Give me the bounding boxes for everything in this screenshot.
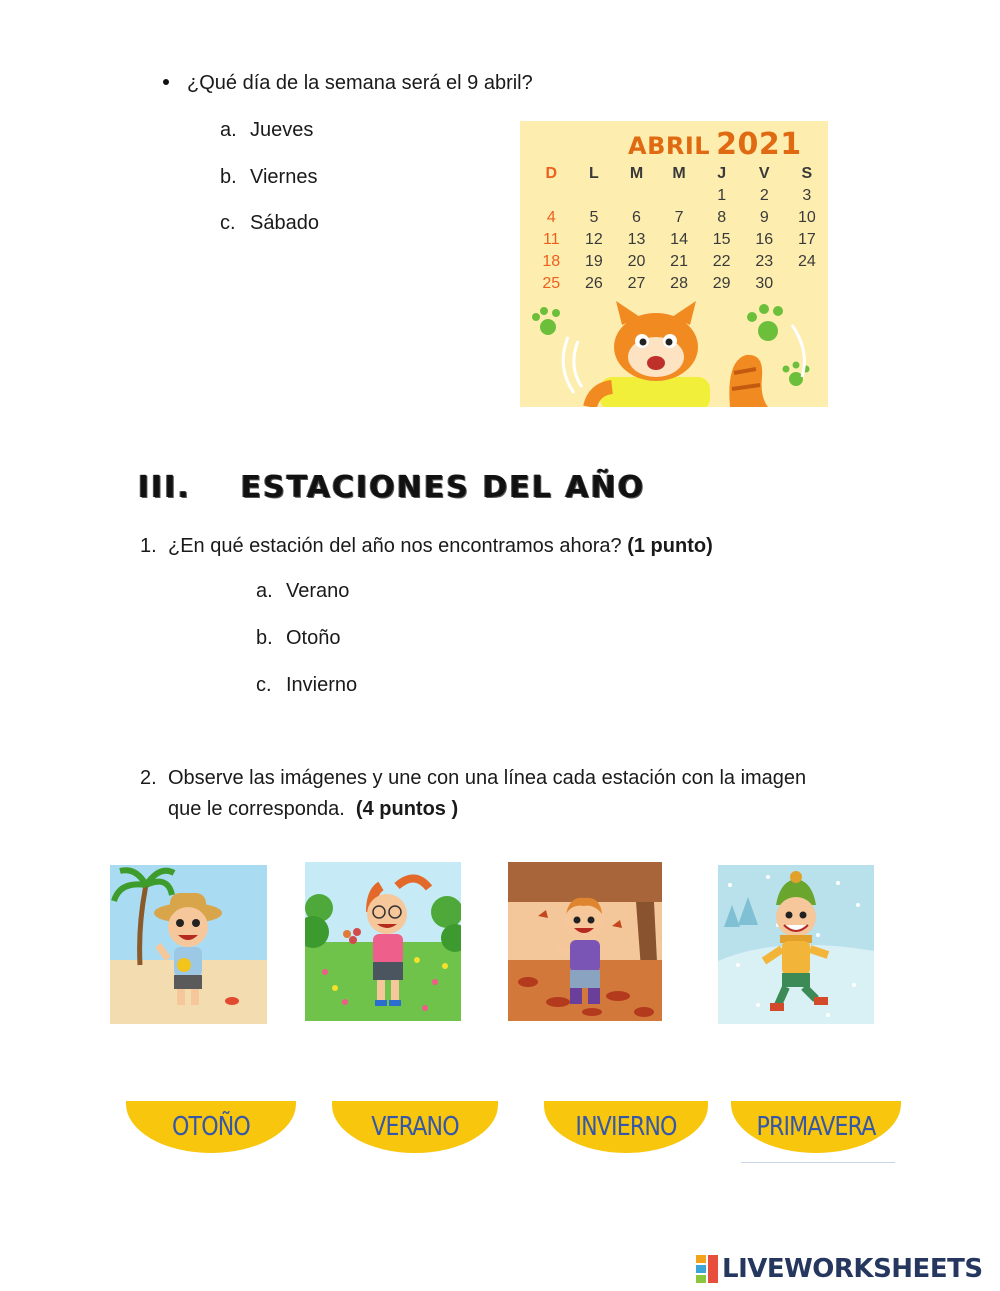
calendar-day: 3 — [802, 187, 812, 204]
cat-illustration — [520, 297, 828, 407]
option-text: Verano — [286, 580, 350, 602]
divider — [741, 1162, 895, 1163]
spring-picture[interactable] — [305, 862, 461, 1021]
calendar-day: 28 — [670, 275, 688, 292]
option-text: Otoño — [286, 627, 341, 649]
summer-picture[interactable] — [110, 865, 267, 1024]
question-text: que le corresponda. — [168, 798, 345, 820]
weekday: M — [672, 165, 686, 182]
question-text: Observe las imágenes y une con una línea cada estación con la imagen — [168, 767, 807, 789]
calendar-month: ABRIL — [628, 132, 711, 160]
calendar-day — [573, 187, 616, 209]
weekday: J — [717, 165, 727, 182]
calendar-day: 14 — [670, 231, 688, 248]
calendar-day: 6 — [632, 209, 641, 226]
calendar-year: 2021 — [716, 127, 802, 162]
option-b[interactable] — [220, 165, 317, 189]
label-text: VERANO — [371, 1112, 459, 1142]
calendar-weekday-row — [530, 165, 828, 187]
calendar-week — [530, 209, 828, 231]
calendar-day: 7 — [674, 209, 684, 226]
calendar-day: 8 — [717, 209, 727, 226]
calendar-day: 30 — [755, 275, 774, 292]
option-a[interactable] — [220, 118, 313, 142]
calendar-day: 10 — [797, 209, 816, 226]
label-primavera[interactable] — [731, 1101, 901, 1153]
weekday: L — [589, 165, 599, 182]
calendar-day: 15 — [712, 231, 731, 248]
label-text: INVIERNO — [575, 1112, 677, 1142]
calendar-day — [615, 187, 658, 209]
calendar-day: 18 — [542, 253, 561, 270]
calendar-week — [530, 231, 828, 253]
option-text: Sábado — [250, 212, 319, 234]
option-c[interactable] — [256, 673, 357, 697]
option-c[interactable] — [220, 211, 319, 235]
option-letter: a. — [256, 580, 273, 602]
paw-print-icon — [532, 307, 560, 335]
question-2-line2 — [168, 797, 458, 821]
option-text: Viernes — [250, 166, 318, 188]
calendar-day: 27 — [627, 275, 646, 292]
option-a[interactable] — [256, 579, 349, 603]
question-text: ¿Qué día de la semana será el 9 abril? — [187, 72, 533, 94]
calendar-day: 19 — [584, 253, 603, 270]
calendar-week — [530, 187, 828, 209]
calendar-day: 26 — [584, 275, 603, 292]
bullet-icon — [163, 79, 169, 85]
calendar-april-2021 — [520, 121, 828, 407]
calendar-day: 4 — [546, 209, 556, 226]
calendar-grid — [530, 165, 828, 297]
logo-icon — [696, 1255, 720, 1283]
option-text: Invierno — [286, 674, 358, 696]
calendar-day: 9 — [759, 209, 769, 226]
calendar-week — [530, 253, 828, 275]
liveworksheets-logo — [696, 1253, 983, 1285]
option-b[interactable] — [256, 626, 340, 650]
weekday: V — [758, 165, 770, 182]
option-letter: a. — [220, 119, 237, 141]
calendar-day: 13 — [627, 231, 646, 248]
label-text: PRIMAVERA — [756, 1112, 876, 1142]
calendar-day: 25 — [542, 275, 561, 292]
logo-text: LIVEWORKSHEETS — [722, 1254, 983, 1284]
calendar-day: 2 — [759, 187, 769, 204]
weekday: S — [801, 165, 813, 182]
calendar-day: 1 — [717, 187, 727, 204]
label-text: OTOÑO — [172, 1112, 250, 1142]
calendar-day: 11 — [542, 231, 560, 248]
calendar-day: 16 — [755, 231, 774, 248]
calendar-day: 29 — [712, 275, 731, 292]
question-text: ¿En qué estación del año nos encontramos ahora? — [168, 535, 622, 557]
calendar-day: 20 — [627, 253, 646, 270]
calendar-day: 12 — [584, 231, 603, 248]
option-text: Jueves — [250, 119, 314, 141]
option-letter: b. — [256, 627, 273, 649]
autumn-picture[interactable] — [508, 862, 662, 1021]
calendar-day — [530, 187, 573, 209]
winter-picture[interactable] — [718, 865, 874, 1024]
question-2 — [140, 766, 806, 790]
calendar-day: 17 — [797, 231, 816, 248]
question-1 — [140, 534, 713, 558]
question-points: (1 punto) — [627, 535, 713, 557]
calendar-day: 24 — [797, 253, 816, 270]
weekday: D — [545, 165, 558, 182]
label-verano[interactable] — [332, 1101, 498, 1153]
option-letter: b. — [220, 166, 237, 188]
label-otono[interactable] — [126, 1101, 296, 1153]
calendar-week — [530, 275, 828, 297]
calendar-day: 5 — [589, 209, 599, 226]
calendar-day: 22 — [712, 253, 731, 270]
calendar-day: 21 — [670, 253, 688, 270]
label-invierno[interactable] — [544, 1101, 708, 1153]
calendar-title — [628, 127, 802, 162]
calendar-day — [658, 187, 701, 209]
question-points: (4 puntos ) — [355, 798, 459, 820]
question-number: 1. — [140, 535, 157, 557]
calendar-day: 23 — [755, 253, 774, 270]
calendar-day — [786, 275, 828, 297]
option-letter: c. — [256, 674, 272, 696]
weekday: M — [629, 165, 644, 182]
option-letter: c. — [220, 212, 236, 234]
section-heading: III. ESTACIONES DEL AÑO — [138, 470, 646, 505]
question-april-9 — [163, 71, 533, 95]
question-number: 2. — [140, 767, 157, 789]
